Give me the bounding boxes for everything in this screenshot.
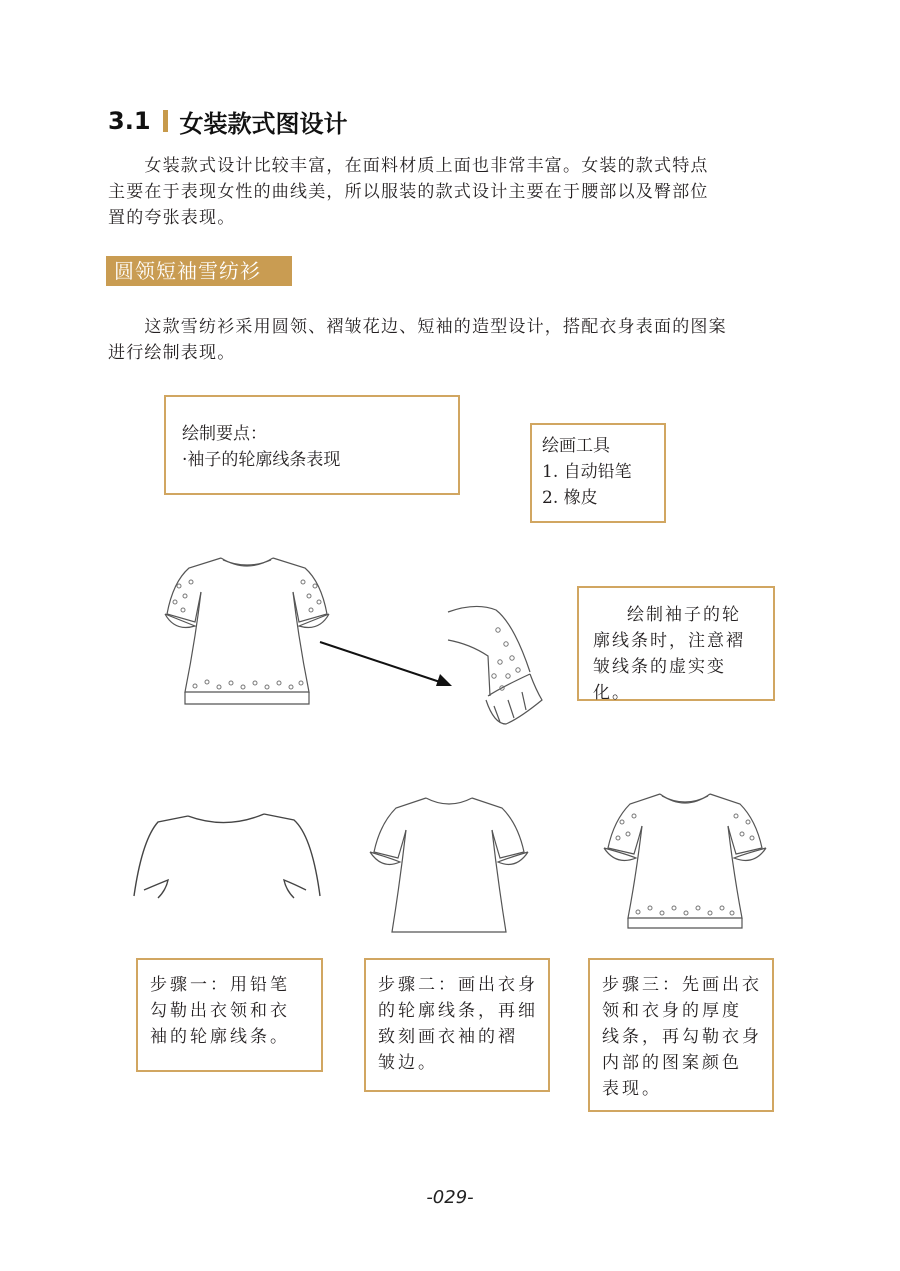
page-number: -029- — [426, 1187, 474, 1208]
step-line: 步骤三：先画出衣 — [602, 975, 762, 995]
step3-complete-sketch — [600, 786, 770, 936]
arrow-icon — [318, 636, 458, 692]
finished-blouse-sketch — [155, 552, 340, 717]
drawing-points-box — [164, 395, 460, 495]
description-line: 这款雪纺衫采用圆领、褶皱花边、短袖的造型设计，搭配衣身表面的图案 — [108, 317, 727, 337]
description-paragraph — [108, 314, 798, 366]
section-title: 女装款式图设计 — [179, 109, 348, 138]
tools-title: 绘画工具 — [542, 436, 610, 456]
step-three-box — [588, 958, 774, 1112]
tools-box — [530, 423, 666, 523]
tip-line: 廓线条时，注意褶 — [593, 631, 745, 651]
step-line: 步骤二：画出衣身 — [378, 975, 538, 995]
step-line: 表现。 — [602, 1079, 662, 1099]
step-line: 勾勒出衣领和衣 — [150, 1001, 290, 1021]
step1-outline-sketch — [128, 800, 328, 905]
step-one-box — [136, 958, 323, 1072]
step-line: 领和衣身的厚度 — [602, 1001, 742, 1021]
step-line: 内部的图案颜色 — [602, 1053, 742, 1073]
drawing-points-title: 绘制要点： — [182, 424, 267, 444]
step-line: 致刻画衣袖的褶 — [378, 1027, 518, 1047]
step-two-box — [364, 958, 550, 1092]
heading-accent-bar — [163, 110, 168, 132]
tip-box — [577, 586, 775, 701]
step-line: 步骤一：用铅笔 — [150, 975, 290, 995]
drawing-points-item: ·袖子的轮廓线条表现 — [182, 450, 341, 470]
intro-line: 女装款式设计比较丰富，在面料材质上面也非常丰富。女装的款式特点 — [108, 156, 709, 176]
intro-paragraph — [108, 153, 798, 231]
step-line: 线条，再勾勒衣身 — [602, 1027, 762, 1047]
sleeve-detail-sketch — [446, 600, 551, 730]
description-line: 进行绘制表现。 — [108, 343, 236, 363]
intro-line: 主要在于表现女性的曲线美，所以服装的款式设计主要在于腰部以及臀部位 — [108, 182, 709, 202]
step-line: 袖的轮廓线条。 — [150, 1027, 290, 1047]
step-line: 皱边。 — [378, 1053, 438, 1073]
step2-body-sketch — [364, 790, 534, 940]
section-heading — [108, 103, 348, 139]
step-line: 的轮廓线条，再细 — [378, 1001, 538, 1021]
tip-line: 绘制袖子的轮 — [627, 605, 741, 625]
tool-item: 2. 橡皮 — [542, 488, 598, 508]
subheading-banner: 圆领短袖雪纺衫 — [106, 256, 292, 286]
tool-item: 1. 自动铅笔 — [542, 462, 632, 482]
tip-line: 皱线条的虚实变化。 — [593, 657, 726, 703]
intro-line: 置的夸张表现。 — [108, 208, 236, 228]
section-number: 3.1 — [108, 107, 151, 135]
